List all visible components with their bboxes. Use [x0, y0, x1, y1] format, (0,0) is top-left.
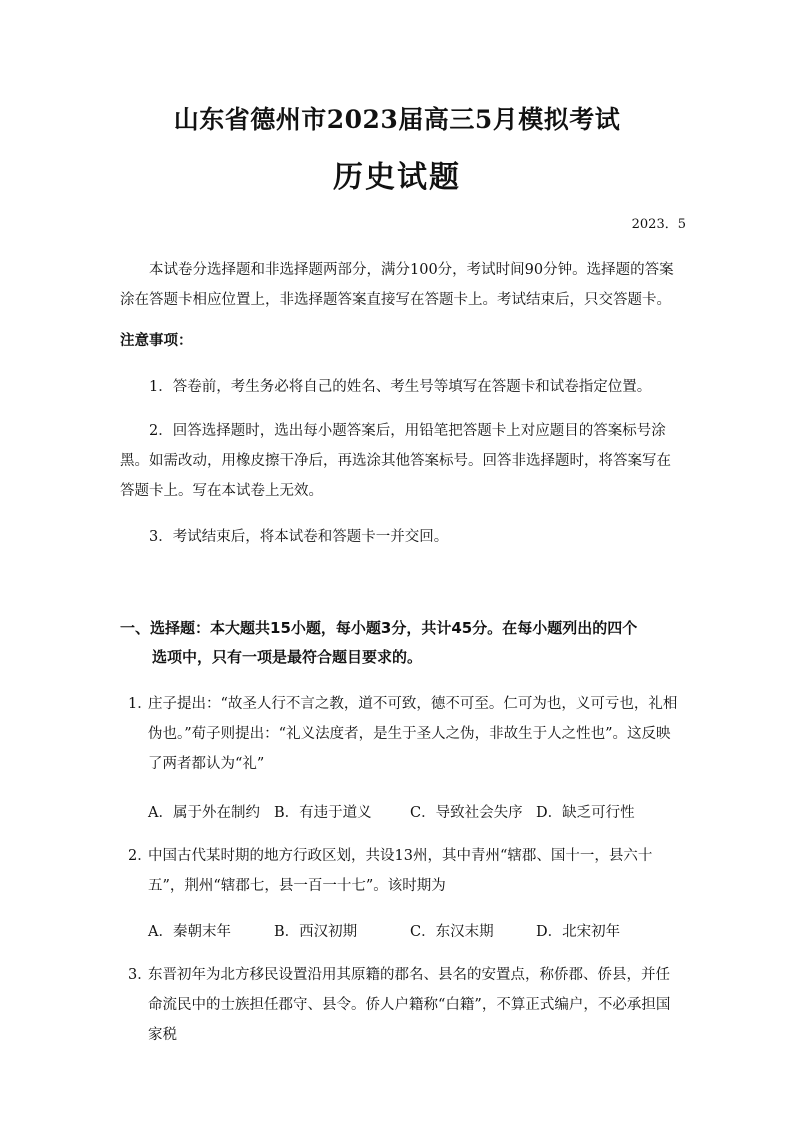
notice-item-1: 1．答卷前，考生务必将自己的姓名、考生号等填写在答题卡和试卷指定位置。	[149, 379, 652, 395]
question-text: 东晋初年为北方移民设置沿用其原籍的郡名、县名的安置点，称侨郡、侨县，并任命流民中的士族担任郡守、县令。侨人户籍称“白籍”，不算正式编户，不必承担国家税	[148, 967, 671, 1043]
option-b: B．西汉初期	[274, 924, 358, 940]
question-text: 庄子提出：“故圣人行不言之教，道不可致，德不可至。仁可为也，义可亏也，礼相伪也。”荀子则提出：“礼义法度者，是生于圣人之伪，非故生于人之性也”。这反映了两者都认为“礼”	[148, 696, 678, 772]
option-c: C．导致社会失序	[410, 805, 523, 821]
intro-paragraph: 本试卷分选择题和非选择题两部分，满分100分，考试时间90分钟。选择题的答案涂在答题卡相应位置上，非选择题答案直接写在答题卡上。考试结束后，只交答题卡。	[120, 262, 674, 308]
option-d: D．缺乏可行性	[536, 805, 635, 821]
option-a: A．属于外在制约	[148, 805, 260, 821]
section-heading	[120, 614, 680, 672]
exam-subject-title: 历史试题	[333, 160, 461, 195]
section-heading-line-1: 一、选择题：本大题共15小题，每小题3分，共计45分。在每小题列出的四个	[120, 619, 638, 637]
exam-title: 山东省德州市2023届高三5月模拟考试	[173, 105, 621, 134]
notice-item-3: 3．考试结束后，将本试卷和答题卡一并交回。	[149, 529, 449, 545]
option-d: D．北宋初年	[536, 924, 621, 940]
question-text: 中国古代某时期的地方行政区划，共设13州，其中青州“辖郡、国十一，县六十五”，荆州“辖郡七，县一百一十七”。该时期为	[148, 848, 653, 894]
notice-item-2: 2．回答选择题时，选出每小题答案后，用铅笔把答题卡上对应题目的答案标号涂黑。如需改动，用橡皮擦干净后，再选涂其他答案标号。回答非选择题时，将答案写在答题卡上。写在本试卷上无效。	[120, 423, 671, 499]
option-c: C．东汉末期	[410, 924, 494, 940]
question-1	[128, 689, 680, 779]
exam-date: 2023．5	[631, 217, 686, 232]
option-b: B．有违于道义	[274, 805, 372, 821]
section-heading-line-2: 选项中，只有一项是最符合题目要求的。	[152, 648, 423, 666]
question-number: 1．	[128, 696, 152, 712]
question-3	[128, 960, 680, 1050]
notice-heading: 注意事项：	[120, 333, 193, 349]
question-number: 3．	[128, 967, 152, 983]
option-a: A．秦朝末年	[148, 924, 231, 940]
question-2	[128, 841, 680, 901]
question-number: 2．	[128, 848, 152, 864]
